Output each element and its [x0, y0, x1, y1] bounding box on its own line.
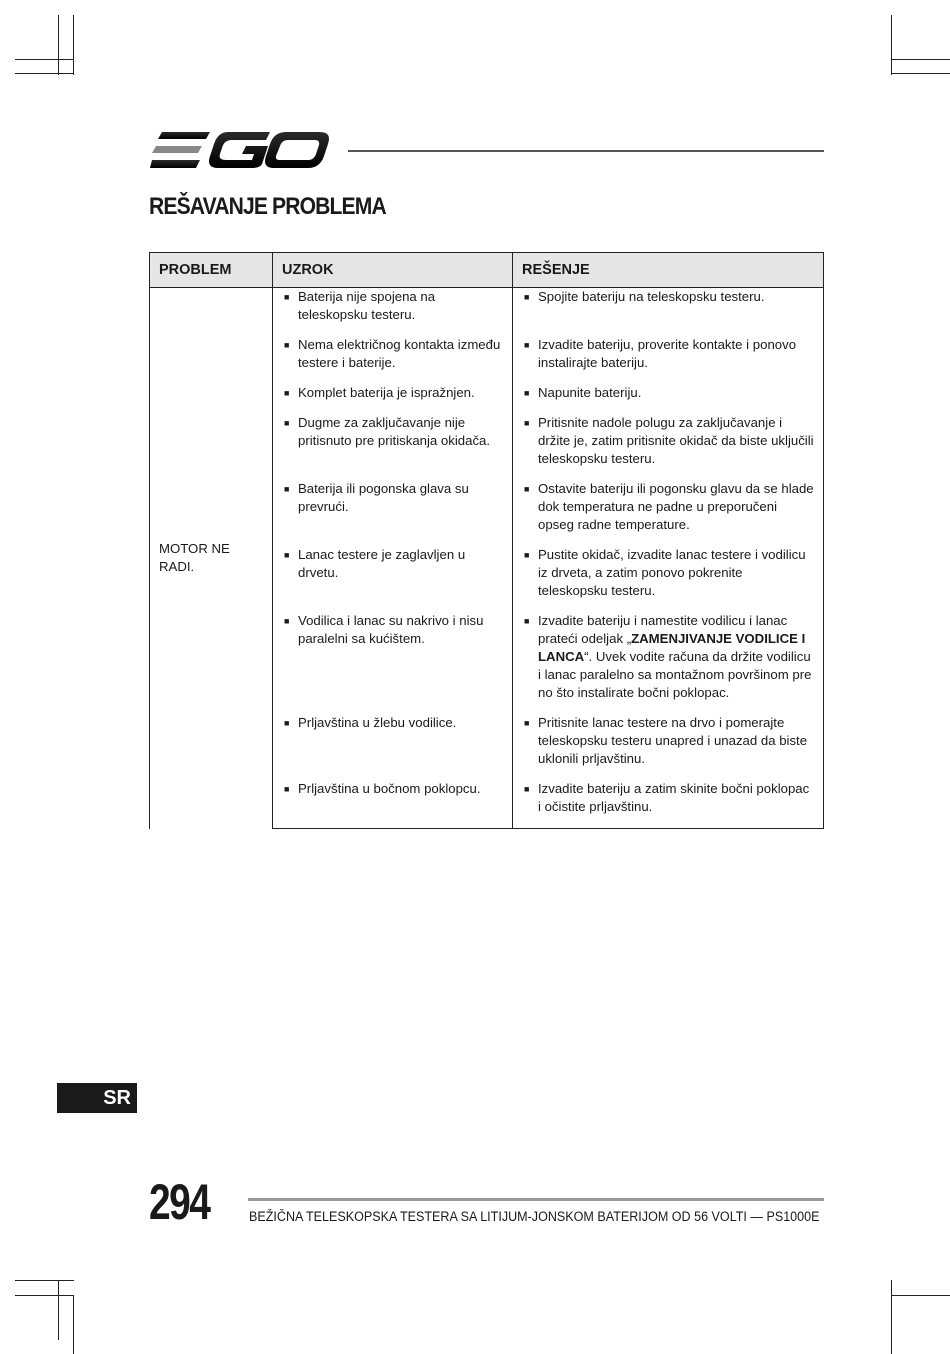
solution-cell: [513, 288, 824, 337]
solution-cell: [513, 780, 824, 829]
cause-text: Baterija ili pogonska glava su prevrući.: [298, 481, 469, 514]
section-reference: ZAMENJIVANJE VODILICE I LANCA: [538, 631, 806, 664]
crop-mark: [15, 73, 74, 74]
bullet-icon: ■: [524, 340, 530, 350]
bullet-icon: ■: [284, 388, 290, 398]
cause-text: Baterija nije spojena na teleskopsku testeru.: [298, 289, 436, 322]
cause-text: Dugme za zaključavanje nije pritisnuto pre pritiskanja okidača.: [298, 415, 491, 448]
bullet-icon: ■: [524, 550, 530, 560]
cause-cell: [273, 480, 513, 546]
bullet-icon: ■: [524, 418, 530, 428]
cause-cell: [273, 780, 513, 829]
solution-text-before: Izvadite bateriju i namestite vodilicu i lanac prateći odeljak „: [538, 613, 788, 646]
bullet-icon: ■: [524, 616, 530, 626]
cause-text: Vodilica i lanac su nakrivo i nisu paralelni sa kućištem.: [298, 613, 484, 646]
solution-text: Pritisnite nadole polugu za zaključavanje i držite je, zatim pritisnite okidač da biste uključili teleskopsku testeru.: [538, 415, 814, 466]
header-problem: PROBLEM: [150, 253, 273, 288]
solution-cell: [513, 384, 824, 414]
solution-text: Izvadite bateriju, proverite kontakte i ponovo instalirajte bateriju.: [538, 337, 797, 370]
crop-mark: [891, 73, 950, 74]
bullet-icon: ■: [284, 340, 290, 350]
bullet-icon: ■: [524, 484, 530, 494]
cause-cell: [273, 384, 513, 414]
solution-cell: [513, 414, 824, 480]
header-solution: REŠENJE: [513, 253, 824, 288]
solution-cell: [513, 336, 824, 384]
cause-cell: [273, 288, 513, 337]
ego-logo: [148, 126, 332, 174]
bullet-icon: ■: [284, 784, 290, 794]
solution-cell: [513, 714, 824, 780]
cause-text: Prljavština u žlebu vodilice.: [298, 715, 457, 730]
cause-cell: [273, 336, 513, 384]
cause-cell: [273, 714, 513, 780]
cause-text: Nema električnog kontakta između testere i baterije.: [298, 337, 501, 370]
crop-mark: [891, 1295, 950, 1296]
solution-cell: [513, 546, 824, 612]
crop-mark: [891, 15, 892, 75]
crop-mark: [891, 1280, 892, 1354]
bullet-icon: ■: [284, 292, 290, 302]
language-tab: SR: [57, 1083, 137, 1113]
bullet-icon: ■: [284, 550, 290, 560]
solution-text: Pritisnite lanac testere na drvo i pomerajte teleskopsku testeru unapred i unazad da biste uklonili prljavštinu.: [538, 715, 808, 766]
bullet-icon: ■: [284, 718, 290, 728]
header-cause: UZROK: [273, 253, 513, 288]
crop-mark: [891, 59, 950, 60]
crop-mark: [58, 15, 59, 75]
solution-text-after: “. Uvek vodite računa da držite vodilicu i lanac paralelno sa montažnom površinom pre no što instalirate bočni poklopac.: [538, 649, 812, 700]
bullet-icon: ■: [284, 484, 290, 494]
cause-text: Komplet baterija je ispražnjen.: [298, 385, 475, 400]
footer-text: BEŽIČNA TELESKOPSKA TESTERA SA LITIJUM-JONSKOM BATERIJOM OD 56 VOLTI — PS1000E: [249, 1209, 820, 1224]
solution-text: Napunite bateriju.: [538, 385, 642, 400]
crop-mark: [15, 1295, 74, 1296]
crop-mark: [73, 1295, 74, 1354]
footer-rule: [248, 1198, 824, 1201]
solution-text: Pustite okidač, izvadite lanac testere i vodilicu iz drveta, a zatim ponovo pokrenite teleskopsku testeru.: [538, 547, 806, 598]
bullet-icon: ■: [284, 616, 290, 626]
section-title: REŠAVANJE PROBLEMA: [149, 193, 386, 220]
page-number: 294: [149, 1174, 210, 1230]
solution-text: Ostavite bateriju ili pogonsku glavu da se hlade dok temperatura ne padne u preporučeni opseg radne temperature.: [538, 481, 814, 532]
bullet-icon: ■: [284, 418, 290, 428]
crop-mark: [15, 59, 74, 60]
cause-text: Prljavština u bočnom poklopcu.: [298, 781, 481, 796]
solution-cell: [513, 480, 824, 546]
cause-text: Lanac testere je zaglavljen u drvetu.: [298, 547, 466, 580]
bullet-icon: ■: [524, 784, 530, 794]
cause-cell: [273, 414, 513, 480]
troubleshooting-table: [149, 252, 824, 829]
crop-mark: [15, 1280, 74, 1281]
crop-mark: [73, 15, 74, 75]
solution-text: Spojite bateriju na teleskopsku testeru.: [538, 289, 765, 304]
header-rule: [348, 150, 824, 152]
problem-cell: MOTOR NE RADI.: [150, 288, 273, 829]
table-header-row: [150, 253, 824, 288]
table-row: [150, 288, 824, 337]
solution-cell: [513, 612, 824, 714]
cause-cell: [273, 612, 513, 714]
solution-text: Izvadite bateriju a zatim skinite bočni poklopac i očistite prljavštinu.: [538, 781, 810, 814]
cause-cell: [273, 546, 513, 612]
bullet-icon: ■: [524, 388, 530, 398]
crop-mark: [58, 1280, 59, 1340]
bullet-icon: ■: [524, 292, 530, 302]
bullet-icon: ■: [524, 718, 530, 728]
